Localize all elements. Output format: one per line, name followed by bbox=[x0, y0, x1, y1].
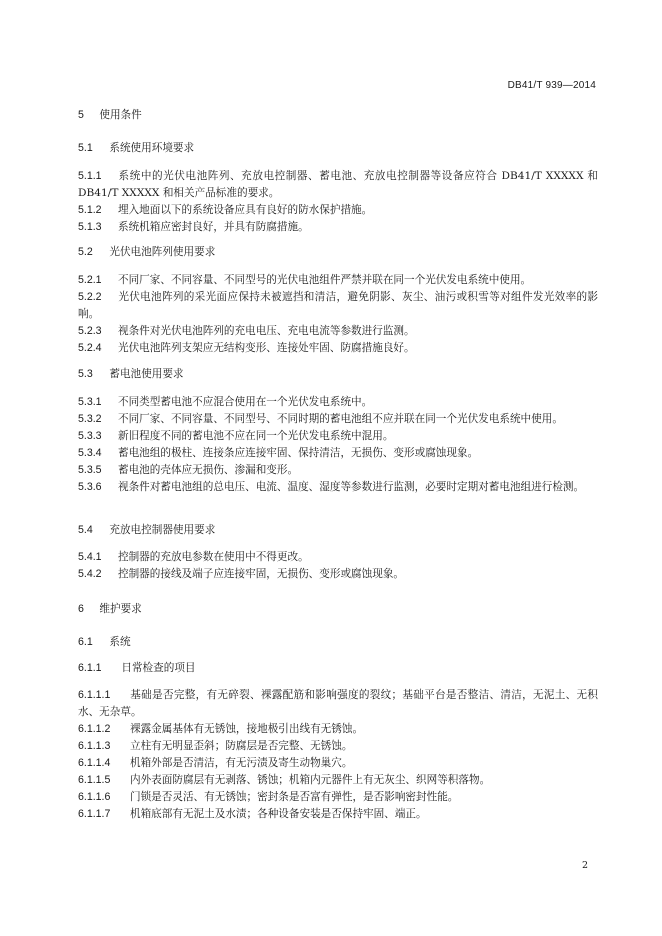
clause-text: 机箱底部有无泥土及水渍；各种设备安装是否保持牢固、端正。 bbox=[130, 808, 427, 820]
clause-text: 控制器的接线及端子应连接牢固，无损伤、变形或腐蚀现象。 bbox=[118, 568, 405, 580]
clause-text: 不同厂家、不同容量、不同型号、不同时期的蓄电池组不应并联在同一个光伏发电系统中使用。 bbox=[118, 413, 563, 425]
clause-number: 6.1.1.4 bbox=[78, 757, 111, 769]
clause-number: 5.1.1 bbox=[78, 170, 102, 182]
subsection-heading bbox=[78, 660, 598, 677]
clause bbox=[78, 806, 598, 823]
subsection-title: 系统使用环境要求 bbox=[109, 142, 195, 154]
clause-text: 光伏电池阵列的采光面应保持未被遮挡和清洁，避免阴影、灰尘、油污或积雪等对组件发光效率的影响。 bbox=[78, 291, 598, 320]
clause bbox=[78, 219, 598, 236]
clause bbox=[78, 462, 598, 479]
clause-number: 6.1.1.2 bbox=[78, 723, 111, 735]
subsection-heading bbox=[78, 140, 598, 157]
clause bbox=[78, 549, 598, 566]
subsection-heading bbox=[78, 244, 598, 261]
clause-number: 6.1.1.3 bbox=[78, 740, 111, 752]
section-heading bbox=[78, 601, 598, 618]
clause-text: 蓄电池组的极柱、连接条应连接牢固、保持清洁，无损伤、变形或腐蚀现象。 bbox=[118, 447, 479, 459]
clause-number: 5.2.4 bbox=[78, 342, 102, 354]
clause-text: 机箱外部是否清洁，有无污渍及寄生动物巢穴。 bbox=[130, 757, 353, 769]
clause-text: 不同类型蓄电池不应混合使用在一个光伏发电系统中。 bbox=[118, 396, 373, 408]
clause bbox=[78, 479, 598, 496]
clause bbox=[78, 789, 598, 806]
section-heading bbox=[78, 107, 598, 124]
subsection-number: 6.1.1 bbox=[78, 662, 102, 674]
clause-number: 5.3.4 bbox=[78, 447, 102, 459]
section-title: 维护要求 bbox=[99, 603, 142, 615]
clause-number: 5.1.3 bbox=[78, 221, 102, 233]
section-number: 6 bbox=[78, 603, 84, 615]
clause-text: 视条件对蓄电池组的总电压、电流、温度、湿度等参数进行监测，必要时定期对蓄电池组进行检测。 bbox=[118, 481, 585, 493]
subsection-heading bbox=[78, 522, 598, 539]
clause bbox=[78, 428, 598, 445]
clause bbox=[78, 755, 598, 772]
subsection-number: 6.1 bbox=[78, 636, 93, 648]
clause-number: 5.2.3 bbox=[78, 325, 102, 337]
clause-text: 内外表面防腐层有无剥落、锈蚀；机箱内元器件上有无灰尘、织网等积落物。 bbox=[130, 774, 491, 786]
document-code: DB41/T 939—2014 bbox=[507, 80, 596, 91]
clause-text: 新旧程度不同的蓄电池不应在同一个光伏发电系统中混用。 bbox=[118, 430, 394, 442]
clause-number: 5.2.1 bbox=[78, 274, 102, 286]
clause-text: 控制器的充放电参数在使用中不得更改。 bbox=[118, 551, 309, 563]
page-number: 2 bbox=[581, 860, 588, 871]
clause-number: 5.3.5 bbox=[78, 464, 102, 476]
subsection-title: 光伏电池阵列使用要求 bbox=[109, 246, 216, 258]
clause bbox=[78, 340, 598, 357]
subsection-heading bbox=[78, 366, 598, 383]
clause-number: 5.3.2 bbox=[78, 413, 102, 425]
clause-number: 6.1.1.5 bbox=[78, 774, 111, 786]
subsection-number: 5.3 bbox=[78, 368, 93, 380]
clause bbox=[78, 272, 598, 289]
clause-number: 6.1.1.1 bbox=[78, 689, 111, 701]
clause-text: 不同厂家、不同容量、不同型号的光伏电池组件严禁并联在同一个光伏发电系统中使用。 bbox=[118, 274, 532, 286]
clause bbox=[78, 289, 598, 323]
section-number: 5 bbox=[78, 109, 84, 121]
clause-text: 埋入地面以下的系统设备应具有良好的防水保护措施。 bbox=[118, 204, 373, 216]
clause-text: 蓄电池的壳体应无损伤、渗漏和变形。 bbox=[118, 464, 299, 476]
clause-text: 门锁是否灵活、有无锈蚀；密封条是否富有弹性，是否影响密封性能。 bbox=[130, 791, 459, 803]
clause-number: 5.1.2 bbox=[78, 204, 102, 216]
clause bbox=[78, 202, 598, 219]
subsection-title: 充放电控制器使用要求 bbox=[109, 524, 216, 536]
clause-number: 5.2.2 bbox=[78, 291, 102, 303]
clause bbox=[78, 566, 598, 583]
clause-text: 基础是否完整，有无碎裂、裸露配筋和影响强度的裂纹；基础平台是否整洁、清洁，无泥土、无积水、无杂草。 bbox=[78, 689, 598, 718]
subsection-heading bbox=[78, 634, 598, 651]
clause-number: 6.1.1.7 bbox=[78, 808, 111, 820]
clause-text: 立柱有无明显歪斜；防腐层是否完整、无锈蚀。 bbox=[130, 740, 353, 752]
clause-text: 系统中的光伏电池阵列、充放电控制器、蓄电池、充放电控制器等设备应符合 DB41/T XXXXX 和 DB41/T XXXXX 和相关产品标准的要求。 bbox=[78, 170, 598, 199]
clause-text: 光伏电池阵列支架应无结构变形、连接处牢固、防腐措施良好。 bbox=[118, 342, 415, 354]
clause-text: 系统机箱应密封良好，并具有防腐措施。 bbox=[118, 221, 309, 233]
clause-number: 6.1.1.6 bbox=[78, 791, 111, 803]
clause-number: 5.3.3 bbox=[78, 430, 102, 442]
clause-number: 5.4.2 bbox=[78, 568, 102, 580]
clause-number: 5.3.6 bbox=[78, 481, 102, 493]
subsection-title: 蓄电池使用要求 bbox=[109, 368, 184, 380]
subsection-title: 系统 bbox=[109, 636, 131, 648]
clause bbox=[78, 168, 598, 202]
clause bbox=[78, 772, 598, 789]
clause bbox=[78, 721, 598, 738]
clause bbox=[78, 323, 598, 340]
section-title: 使用条件 bbox=[99, 109, 142, 121]
clause bbox=[78, 411, 598, 428]
clause bbox=[78, 394, 598, 411]
clause bbox=[78, 687, 598, 721]
clause-number: 5.3.1 bbox=[78, 396, 102, 408]
clause-text: 视条件对光伏电池阵列的充电电压、充电电流等参数进行监测。 bbox=[118, 325, 415, 337]
clause-number: 5.4.1 bbox=[78, 551, 102, 563]
clause bbox=[78, 445, 598, 462]
clause-text: 裸露金属基体有无锈蚀，接地极引出线有无锈蚀。 bbox=[130, 723, 364, 735]
subsection-title: 日常检查的项目 bbox=[121, 662, 196, 674]
clause bbox=[78, 738, 598, 755]
subsection-number: 5.4 bbox=[78, 524, 93, 536]
subsection-number: 5.2 bbox=[78, 246, 93, 258]
subsection-number: 5.1 bbox=[78, 142, 93, 154]
